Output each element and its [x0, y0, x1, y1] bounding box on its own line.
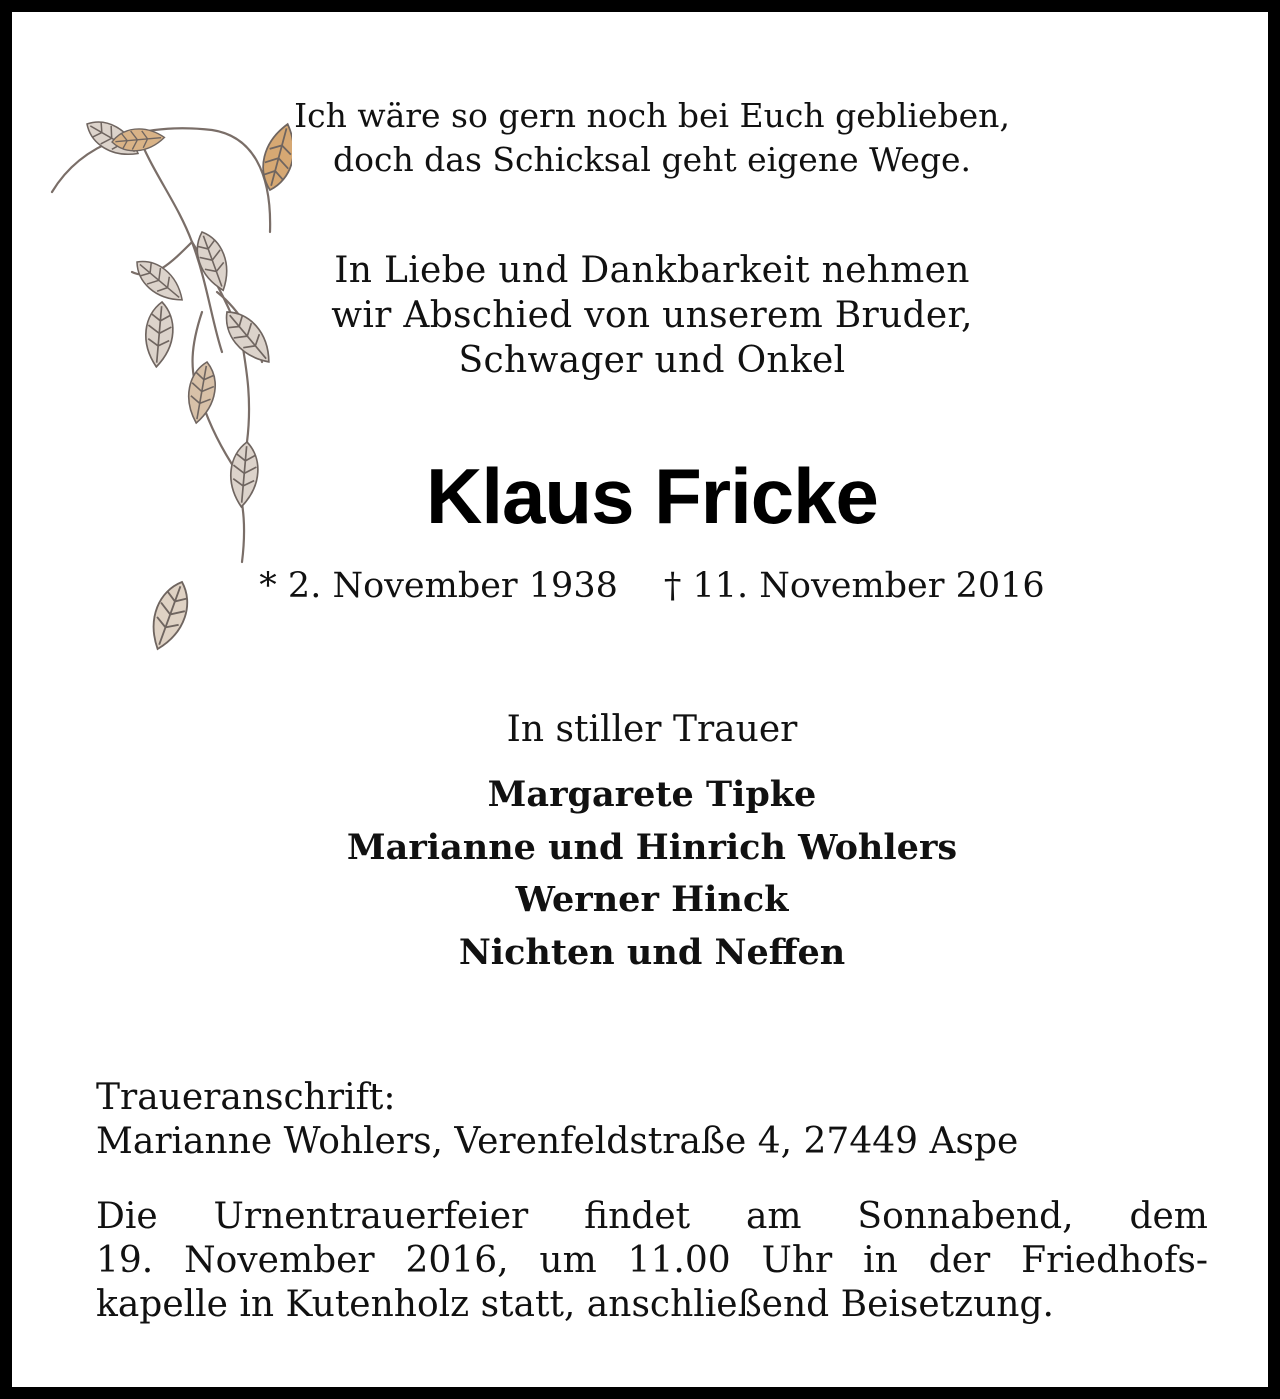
- service-word: dem: [1129, 1196, 1208, 1237]
- intro-line: wir Abschied von unserem Bruder,: [331, 295, 973, 336]
- verse-line: Ich wäre so gern noch bei Euch geblieben,: [294, 96, 1010, 135]
- service-word: 19.: [96, 1240, 154, 1281]
- service-word: Urnentrauerfeier: [213, 1196, 529, 1237]
- funeral-service-notice: [96, 1195, 1208, 1327]
- service-line: [96, 1239, 1208, 1283]
- mourner-name: Werner Hinck: [515, 879, 789, 920]
- mourning-label: In stiller Trauer: [506, 709, 798, 750]
- service-line: kapelle in Kutenholz statt, anschließend Beisetzung.: [96, 1284, 1054, 1325]
- intro-line: Schwager und Onkel: [458, 340, 846, 381]
- mourner-name: Marianne und Hinrich Wohlers: [346, 826, 958, 868]
- address-text: Marianne Wohlers, Verenfeldstraße 4, 27449 Aspe: [96, 1121, 1019, 1162]
- service-word: der: [928, 1240, 991, 1281]
- mourner-name: Nichten und Neffen: [458, 931, 846, 973]
- death-date: † 11. November 2016: [663, 566, 1045, 606]
- intro-line: In Liebe und Dankbarkeit nehmen: [334, 250, 970, 291]
- mourner-name: Margarete Tipke: [487, 774, 817, 815]
- address-label: Traueranschrift:: [96, 1077, 396, 1118]
- birth-date: * 2. November 1938: [259, 566, 618, 606]
- service-word: Die: [96, 1196, 158, 1237]
- verse-line: doch das Schicksal geht eigene Wege.: [332, 140, 972, 179]
- opening-verse: [12, 94, 1280, 182]
- service-word: in: [863, 1240, 898, 1281]
- service-word: am: [745, 1196, 802, 1237]
- service-word: 11.00: [627, 1240, 731, 1281]
- service-word: 2016,: [405, 1240, 509, 1281]
- service-word: Sonnabend,: [857, 1196, 1074, 1237]
- farewell-intro: [12, 248, 1280, 383]
- service-word: Friedhofs-: [1021, 1240, 1208, 1281]
- service-word: Uhr: [761, 1240, 833, 1281]
- life-dates: [12, 564, 1280, 608]
- mourning-address: [96, 1076, 1018, 1164]
- deceased-name: Klaus Fricke: [426, 452, 878, 540]
- service-word: um: [539, 1240, 597, 1281]
- service-word: findet: [584, 1196, 691, 1237]
- service-line: [96, 1195, 1208, 1239]
- mourners-list: [12, 769, 1280, 979]
- service-word: November: [184, 1240, 375, 1281]
